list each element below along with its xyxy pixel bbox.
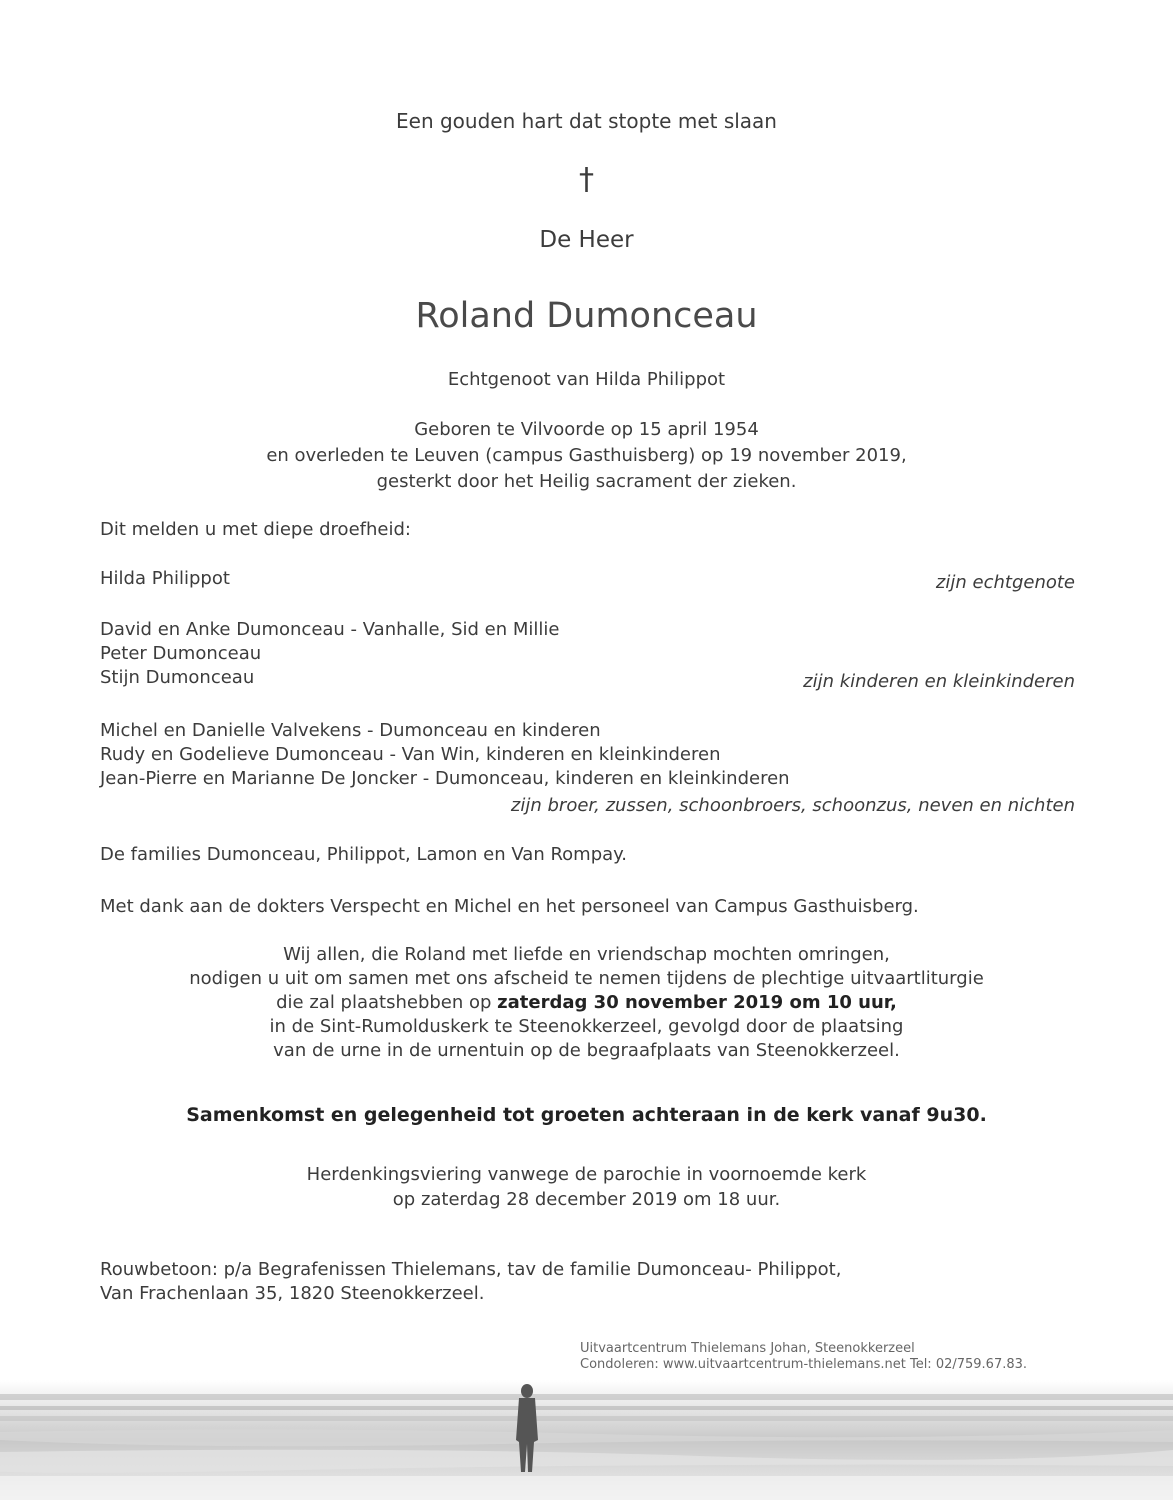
invitation-line-3-text: die zal plaatshebben op (276, 992, 498, 1013)
beach-photo (0, 1380, 1173, 1500)
child-1: David en Anke Dumonceau - Vanhalle, Sid en Millie (100, 619, 560, 640)
condolence-line-1: Rouwbetoon: p/a Begrafenissen Thielemans, tav de familie Dumonceau- Philippot, (100, 1259, 842, 1280)
funeral-home-info (580, 1341, 1027, 1373)
spouse-name: Hilda Philippot (100, 568, 230, 589)
memorial-line-1: Herdenkingsviering vanwege de parochie in voornoemde kerk (306, 1164, 867, 1185)
funeral-home-contact: Condoleren: www.uitvaartcentrum-thielemans.net Tel: 02/759.67.83. (580, 1357, 1028, 1372)
memorial-line-2: op zaterdag 28 december 2019 om 18 uur. (392, 1189, 781, 1210)
invitation-line-5: van de urne in de urnentuin op de begraafplaats van Steenokkerzeel. (273, 1040, 900, 1061)
invitation-line-4: in de Sint-Rumolduskerk te Steenokkerzeel, gevolgd door de plaatsing (269, 1016, 904, 1037)
sibling-3: Jean-Pierre en Marianne De Joncker - Dumonceau, kinderen en kleinkinderen (100, 768, 790, 789)
child-2: Peter Dumonceau (100, 643, 262, 664)
sibling-2: Rudy en Godelieve Dumonceau - Van Win, kinderen en kleinkinderen (100, 744, 721, 765)
sibling-1: Michel en Danielle Valvekens - Dumonceau en kinderen (100, 720, 601, 741)
spouse-line: Echtgenoot van Hilda Philippot (447, 369, 726, 390)
children-role: zijn kinderen en kleinkinderen (803, 671, 1075, 692)
gathering-notice: Samenkomst en gelegenheid tot groeten achteraan in de kerk vanaf 9u30. (186, 1104, 987, 1126)
motto: Een gouden hart dat stopte met slaan (396, 109, 777, 133)
deceased-name: Roland Dumonceau (415, 296, 758, 336)
invitation-line-1: Wij allen, die Roland met liefde en vriendschap mochten omringen, (283, 944, 890, 965)
funeral-home-name: Uitvaartcentrum Thielemans Johan, Steenokkerzeel (580, 1341, 915, 1356)
announce-intro: Dit melden u met diepe droefheid: (100, 519, 411, 540)
families-line: De families Dumonceau, Philippot, Lamon en Van Rompay. (100, 844, 627, 865)
birth-line-2: en overleden te Leuven (campus Gasthuisberg) op 19 november 2019, (266, 445, 907, 466)
funeral-date: zaterdag 30 november 2019 om 10 uur, (497, 992, 897, 1013)
thanks-line: Met dank aan de dokters Verspecht en Michel en het personeel van Campus Gasthuisberg. (100, 896, 919, 917)
invitation-line-2: nodigen u uit om samen met ons afscheid te nemen tijdens de plechtige uitvaartliturgie (189, 968, 984, 989)
child-3: Stijn Dumonceau (100, 667, 255, 688)
condolence-line-2: Van Frachenlaan 35, 1820 Steenokkerzeel. (100, 1283, 485, 1304)
cross-icon: † (579, 162, 594, 197)
invitation-line-3 (0, 991, 1173, 1015)
siblings-role: zijn broer, zussen, schoonbroers, schoonzus, neven en nichten (510, 795, 1075, 816)
title-de-heer: De Heer (539, 227, 634, 253)
birth-line-1: Geboren te Vilvoorde op 15 april 1954 (414, 419, 759, 440)
birth-line-3: gesterkt door het Heilig sacrament der zieken. (376, 471, 797, 492)
spouse-role: zijn echtgenote (935, 572, 1075, 593)
